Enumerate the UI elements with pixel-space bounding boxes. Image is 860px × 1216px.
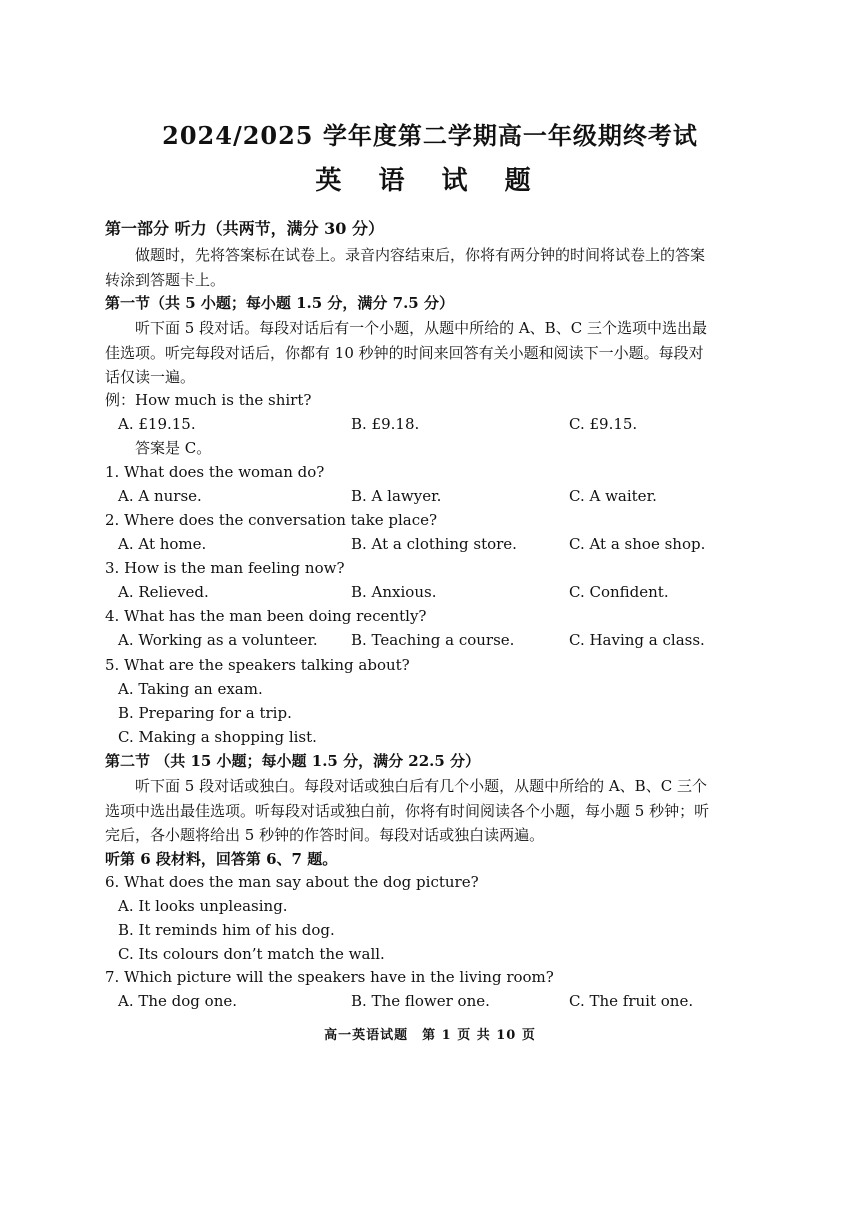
question-1-options — [0, 486, 860, 506]
example-question: 例：How much is the shirt? — [105, 391, 312, 409]
question-6: 6. What does the man say about the dog picture? — [105, 873, 479, 891]
question-5-option-b: B. Preparing for a trip. — [118, 704, 292, 722]
question-6-option-b: B. It reminds him of his dog. — [118, 921, 335, 939]
option-c: C. Confident. — [569, 583, 669, 601]
section2-instruction-line1: 听下面 5 段对话或独白。每段对话或独白后有几个小题，从题中所给的 A、B、C 三个 — [135, 777, 707, 795]
section2-heading: 第二节 （共 15 小题；每小题 1.5 分，满分 22.5 分） — [105, 752, 481, 770]
question-6-option-c: C. Its colours don’t match the wall. — [118, 945, 385, 963]
example-answer: 答案是 C。 — [135, 439, 212, 457]
question-4: 4. What has the man been doing recently? — [105, 607, 427, 625]
question-4-options — [0, 630, 860, 650]
option-b: B. £9.18. — [351, 415, 420, 433]
exam-title: 2024/2025 学年度第二学期高一年级期终考试 — [162, 121, 698, 150]
option-a: A. Working as a volunteer. — [118, 631, 318, 649]
part1-heading: 第一部分 听力（共两节，满分 30 分） — [105, 219, 384, 238]
option-a: A. A nurse. — [118, 487, 202, 505]
section1-instruction-line1: 听下面 5 段对话。每段对话后有一个小题，从题中所给的 A、B、C 三个选项中选出最 — [135, 319, 707, 337]
question-3: 3. How is the man feeling now? — [105, 559, 345, 577]
section2-instruction-line3: 完后，各小题将给出 5 秒钟的作答时间。每段对话或独白读两遍。 — [105, 826, 545, 844]
section1-instruction-line2: 佳选项。听完每段对话后，你都有 10 秒钟的时间来回答有关小题和阅读下一小题。每段对 — [105, 344, 704, 362]
option-c: C. Having a class. — [569, 631, 705, 649]
option-a: A. At home. — [118, 535, 207, 553]
part1-intro-line1: 做题时，先将答案标在试卷上。录音内容结束后，你将有两分钟的时间将试卷上的答案 — [135, 246, 706, 264]
question-1: 1. What does the woman do? — [105, 463, 325, 481]
option-b: B. Teaching a course. — [351, 631, 515, 649]
option-b: B. The flower one. — [351, 992, 490, 1010]
question-5-option-a: A. Taking an exam. — [118, 680, 263, 698]
option-c: C. A waiter. — [569, 487, 657, 505]
page-footer: 高一英语试题 第 1 页 共 10 页 — [324, 1028, 536, 1043]
question-6-option-a: A. It looks unpleasing. — [118, 897, 288, 915]
question-7: 7. Which picture will the speakers have in the living room? — [105, 968, 554, 986]
option-a: A. £19.15. — [118, 415, 196, 433]
option-c: C. At a shoe shop. — [569, 535, 706, 553]
option-c: C. The fruit one. — [569, 992, 694, 1010]
question-3-options — [0, 582, 860, 602]
section1-instruction-line3: 话仅读一遍。 — [105, 368, 196, 386]
example-options — [0, 414, 860, 434]
question-7-options — [0, 991, 860, 1011]
option-a: A. The dog one. — [118, 992, 238, 1010]
option-c: C. £9.15. — [569, 415, 638, 433]
section1-heading: 第一节（共 5 小题；每小题 1.5 分，满分 7.5 分） — [105, 294, 454, 312]
option-b: B. Anxious. — [351, 583, 437, 601]
section2-instruction-line2: 选项中选出最佳选项。听每段对话或独白前，你将有时间阅读各个小题，每小题 5 秒钟；听 — [105, 802, 710, 820]
question-5-option-c: C. Making a shopping list. — [118, 728, 317, 746]
option-b: B. A lawyer. — [351, 487, 442, 505]
option-b: B. At a clothing store. — [351, 535, 517, 553]
question-2: 2. Where does the conversation take place? — [105, 511, 438, 529]
question-5: 5. What are the speakers talking about? — [105, 656, 410, 674]
exam-subtitle: 英 语 试 题 — [315, 166, 545, 196]
material-instruction: 听第 6 段材料，回答第 6、7 题。 — [105, 850, 338, 868]
question-2-options — [0, 534, 860, 554]
part1-intro-line2: 转涂到答题卡上。 — [105, 271, 226, 289]
option-a: A. Relieved. — [118, 583, 209, 601]
